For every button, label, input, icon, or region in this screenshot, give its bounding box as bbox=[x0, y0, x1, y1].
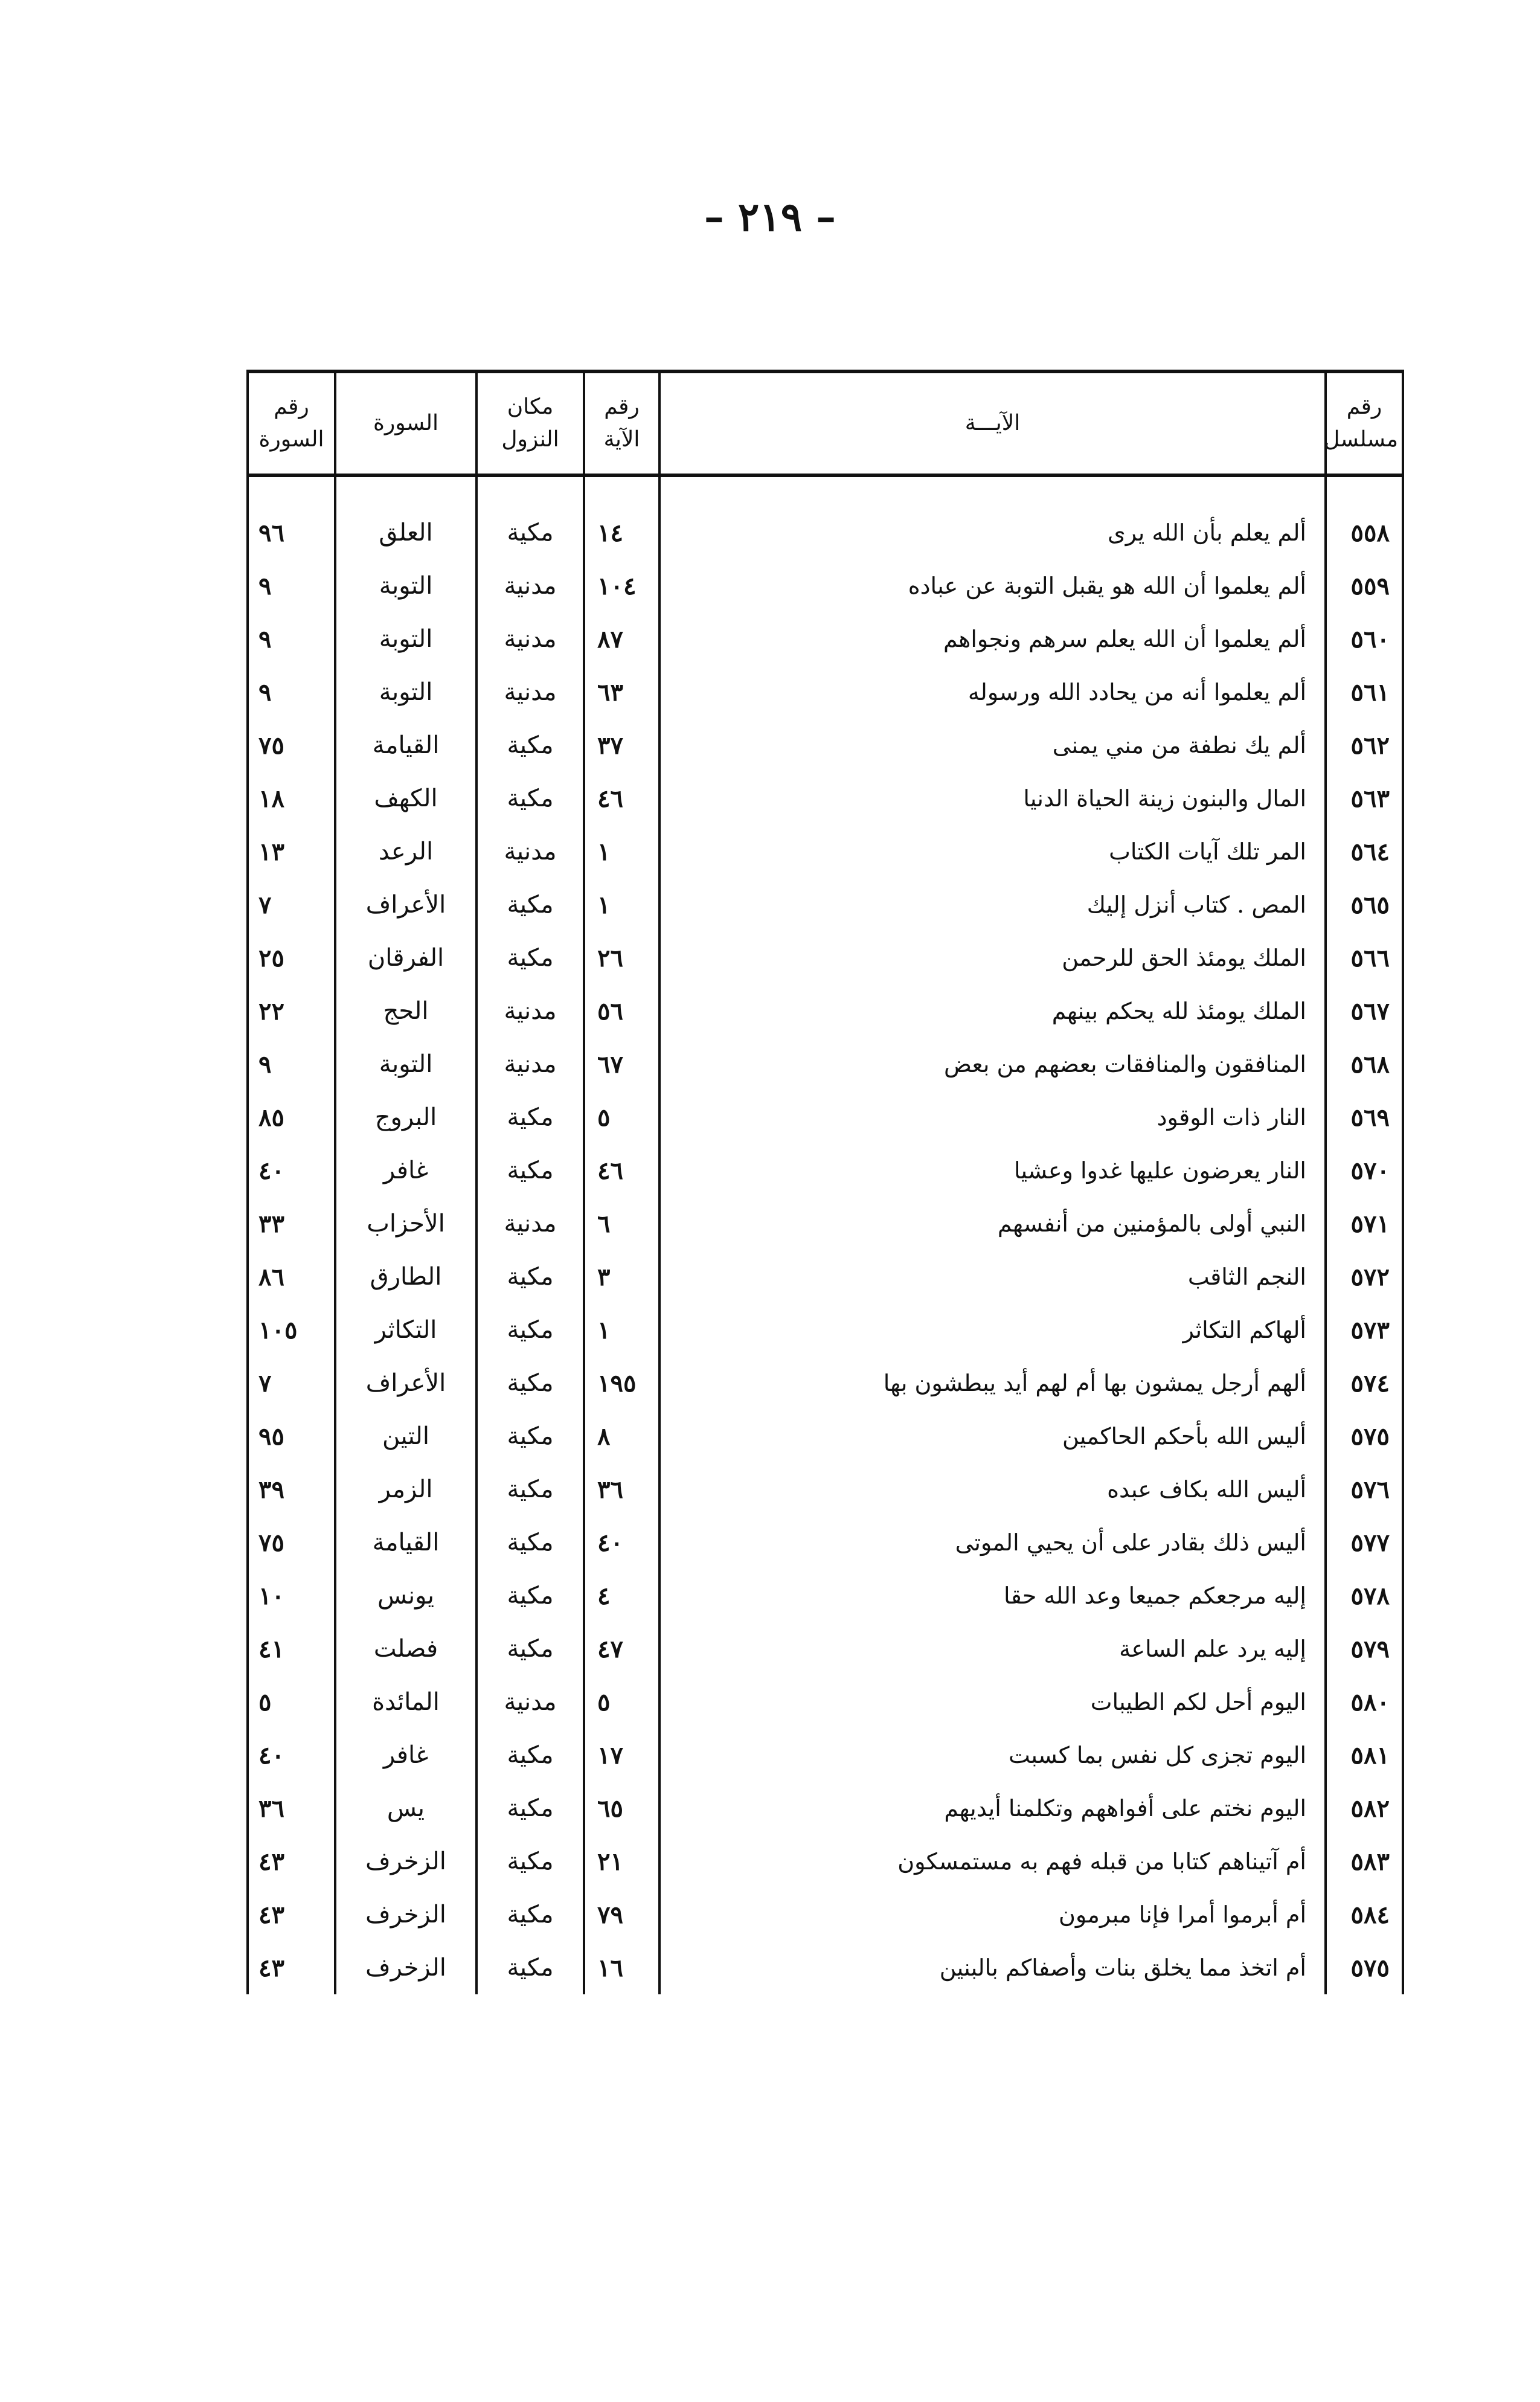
verse-number-cell: ١٠٤ bbox=[584, 559, 659, 612]
table-row bbox=[248, 1144, 1403, 1197]
verse-cell: النار ذات الوقود bbox=[659, 1091, 1326, 1144]
verse-cell: أم اتخذ مما يخلق بنات وأصفاكم بالبنين bbox=[659, 1941, 1326, 1994]
page-number: – ٢١٩ – bbox=[704, 193, 836, 240]
surah-number-cell: ٢٥ bbox=[248, 931, 335, 984]
surah-number-cell: ٧ bbox=[248, 878, 335, 931]
surah-number-cell: ٤١ bbox=[248, 1622, 335, 1675]
verse-number-cell: ١٩٥ bbox=[584, 1357, 659, 1410]
serial-cell: ٥٧٩ bbox=[1326, 1622, 1403, 1675]
table-row bbox=[248, 559, 1403, 612]
surah-cell: التوبة bbox=[335, 1038, 476, 1091]
surah-cell: يونس bbox=[335, 1569, 476, 1622]
verse-number-cell: ١٤ bbox=[584, 506, 659, 559]
verse-cell: المر تلك آيات الكتاب bbox=[659, 825, 1326, 878]
serial-cell: ٥٦٧ bbox=[1326, 984, 1403, 1038]
surah-cell: الرعد bbox=[335, 825, 476, 878]
verse-number-cell: ٢١ bbox=[584, 1835, 659, 1888]
serial-cell: ٥٦٥ bbox=[1326, 878, 1403, 931]
verse-number-cell: ٣ bbox=[584, 1250, 659, 1303]
place-cell: مكية bbox=[476, 1622, 584, 1675]
spacer-cell bbox=[584, 475, 659, 506]
verse-number-cell: ١ bbox=[584, 878, 659, 931]
table-row bbox=[248, 1250, 1403, 1303]
surah-cell: الأعراف bbox=[335, 878, 476, 931]
serial-cell: ٥٦١ bbox=[1326, 666, 1403, 719]
header-serial: رقم مسلسل bbox=[1326, 371, 1403, 475]
verse-number-cell: ٤٧ bbox=[584, 1622, 659, 1675]
surah-cell: التكاثر bbox=[335, 1303, 476, 1357]
surah-number-cell: ٧٥ bbox=[248, 1516, 335, 1569]
serial-cell: ٥٧٣ bbox=[1326, 1303, 1403, 1357]
surah-cell: التين bbox=[335, 1410, 476, 1463]
verse-cell: الملك يومئذ الحق للرحمن bbox=[659, 931, 1326, 984]
table-row bbox=[248, 1038, 1403, 1091]
verse-cell: المنافقون والمنافقات بعضهم من بعض bbox=[659, 1038, 1326, 1091]
verse-number-cell: ٤٦ bbox=[584, 772, 659, 825]
surah-number-cell: ٤٠ bbox=[248, 1144, 335, 1197]
surah-cell: الأحزاب bbox=[335, 1197, 476, 1250]
verse-cell: أليس الله بأحكم الحاكمين bbox=[659, 1410, 1326, 1463]
serial-cell: ٥٦٣ bbox=[1326, 772, 1403, 825]
header-verse: الآيـــة bbox=[659, 371, 1326, 475]
surah-number-cell: ٢٢ bbox=[248, 984, 335, 1038]
place-cell: مكية bbox=[476, 1410, 584, 1463]
place-cell: مدنية bbox=[476, 1675, 584, 1729]
surah-number-cell: ١٨ bbox=[248, 772, 335, 825]
place-cell: مكية bbox=[476, 1463, 584, 1516]
verse-cell: ألم يعلموا أن الله هو يقبل التوبة عن عباده bbox=[659, 559, 1326, 612]
place-cell: مكية bbox=[476, 1782, 584, 1835]
place-cell: مكية bbox=[476, 506, 584, 559]
surah-cell: الكهف bbox=[335, 772, 476, 825]
place-cell: مكية bbox=[476, 1144, 584, 1197]
table-row bbox=[248, 1622, 1403, 1675]
verse-cell: اليوم نختم على أفواههم وتكلمنا أيديهم bbox=[659, 1782, 1326, 1835]
verse-number-cell: ٥٦ bbox=[584, 984, 659, 1038]
table-row bbox=[248, 1675, 1403, 1729]
surah-number-cell: ٤٣ bbox=[248, 1888, 335, 1941]
table-row bbox=[248, 931, 1403, 984]
serial-cell: ٥٥٩ bbox=[1326, 559, 1403, 612]
place-cell: مكية bbox=[476, 1569, 584, 1622]
place-cell: مكية bbox=[476, 1729, 584, 1782]
surah-number-cell: ٩ bbox=[248, 1038, 335, 1091]
surah-cell: الزخرف bbox=[335, 1941, 476, 1994]
place-cell: مدنية bbox=[476, 666, 584, 719]
surah-number-cell: ٤٣ bbox=[248, 1941, 335, 1994]
spacer-cell bbox=[335, 475, 476, 506]
verse-number-cell: ٤ bbox=[584, 1569, 659, 1622]
serial-cell: ٥٨٠ bbox=[1326, 1675, 1403, 1729]
place-cell: مكية bbox=[476, 1250, 584, 1303]
table-row bbox=[248, 1410, 1403, 1463]
surah-cell: الطارق bbox=[335, 1250, 476, 1303]
verse-cell: النبي أولى بالمؤمنين من أنفسهم bbox=[659, 1197, 1326, 1250]
serial-cell: ٥٧٠ bbox=[1326, 1144, 1403, 1197]
surah-number-cell: ٩ bbox=[248, 559, 335, 612]
surah-number-cell: ٧٥ bbox=[248, 719, 335, 772]
verse-cell: إليه يرد علم الساعة bbox=[659, 1622, 1326, 1675]
verse-number-cell: ٦٥ bbox=[584, 1782, 659, 1835]
serial-cell: ٥٨٣ bbox=[1326, 1835, 1403, 1888]
table-row bbox=[248, 825, 1403, 878]
verse-cell: النجم الثاقب bbox=[659, 1250, 1326, 1303]
surah-cell: التوبة bbox=[335, 559, 476, 612]
verse-number-cell: ٦٧ bbox=[584, 1038, 659, 1091]
surah-number-cell: ٣٣ bbox=[248, 1197, 335, 1250]
verse-cell: اليوم أحل لكم الطيبات bbox=[659, 1675, 1326, 1729]
verse-number-cell: ٥ bbox=[584, 1091, 659, 1144]
verse-cell: إليه مرجعكم جميعا وعد الله حقا bbox=[659, 1569, 1326, 1622]
table-row bbox=[248, 1303, 1403, 1357]
verse-number-cell: ٣٦ bbox=[584, 1463, 659, 1516]
surah-number-cell: ٩ bbox=[248, 612, 335, 666]
table-row bbox=[248, 1835, 1403, 1888]
verse-cell: أم آتيناهم كتابا من قبله فهم به مستمسكون bbox=[659, 1835, 1326, 1888]
surah-cell: الأعراف bbox=[335, 1357, 476, 1410]
serial-cell: ٥٧٢ bbox=[1326, 1250, 1403, 1303]
surah-number-cell: ٧ bbox=[248, 1357, 335, 1410]
surah-number-cell: ٤٠ bbox=[248, 1729, 335, 1782]
table-row bbox=[248, 719, 1403, 772]
place-cell: مكية bbox=[476, 772, 584, 825]
verse-number-cell: ٣٧ bbox=[584, 719, 659, 772]
place-cell: مكية bbox=[476, 1516, 584, 1569]
verse-number-cell: ٢٦ bbox=[584, 931, 659, 984]
verse-cell: ألم يعلموا أن الله يعلم سرهم ونجواهم bbox=[659, 612, 1326, 666]
verse-number-cell: ٦٣ bbox=[584, 666, 659, 719]
surah-cell: غافر bbox=[335, 1144, 476, 1197]
table-row bbox=[248, 506, 1403, 559]
surah-number-cell: ٨٦ bbox=[248, 1250, 335, 1303]
header-place: مكان النزول bbox=[476, 371, 584, 475]
serial-cell: ٥٨١ bbox=[1326, 1729, 1403, 1782]
serial-cell: ٥٦٢ bbox=[1326, 719, 1403, 772]
header-surah-no: رقم السورة bbox=[248, 371, 335, 475]
verse-number-cell: ٦ bbox=[584, 1197, 659, 1250]
surah-cell: العلق bbox=[335, 506, 476, 559]
place-cell: مدنية bbox=[476, 559, 584, 612]
surah-cell: القيامة bbox=[335, 1516, 476, 1569]
spacer-cell bbox=[1326, 475, 1403, 506]
table-row bbox=[248, 878, 1403, 931]
serial-cell: ٥٧٥ bbox=[1326, 1941, 1403, 1994]
verse-cell: المال والبنون زينة الحياة الدنيا bbox=[659, 772, 1326, 825]
verse-number-cell: ٨٧ bbox=[584, 612, 659, 666]
serial-cell: ٥٧٤ bbox=[1326, 1357, 1403, 1410]
place-cell: مدنية bbox=[476, 612, 584, 666]
surah-number-cell: ١٣ bbox=[248, 825, 335, 878]
verse-number-cell: ١٧ bbox=[584, 1729, 659, 1782]
surah-cell: الزمر bbox=[335, 1463, 476, 1516]
surah-cell: التوبة bbox=[335, 666, 476, 719]
table-row bbox=[248, 1357, 1403, 1410]
surah-cell: يس bbox=[335, 1782, 476, 1835]
table-row bbox=[248, 1091, 1403, 1144]
spacer-cell bbox=[476, 475, 584, 506]
verse-number-cell: ١ bbox=[584, 1303, 659, 1357]
serial-cell: ٥٦٤ bbox=[1326, 825, 1403, 878]
verse-cell: أليس ذلك بقادر على أن يحيي الموتى bbox=[659, 1516, 1326, 1569]
surah-cell: التوبة bbox=[335, 612, 476, 666]
surah-cell: الزخرف bbox=[335, 1835, 476, 1888]
table-row bbox=[248, 666, 1403, 719]
verse-index-table bbox=[246, 370, 1404, 1994]
surah-number-cell: ٩ bbox=[248, 666, 335, 719]
table-row bbox=[248, 1197, 1403, 1250]
verse-cell: الملك يومئذ لله يحكم بينهم bbox=[659, 984, 1326, 1038]
serial-cell: ٥٧٥ bbox=[1326, 1410, 1403, 1463]
table-row bbox=[248, 1782, 1403, 1835]
table-row bbox=[248, 1888, 1403, 1941]
verse-number-cell: ١ bbox=[584, 825, 659, 878]
verse-cell: أليس الله بكاف عبده bbox=[659, 1463, 1326, 1516]
place-cell: مكية bbox=[476, 931, 584, 984]
table-row bbox=[248, 1729, 1403, 1782]
verse-cell: ألم يعلموا أنه من يحادد الله ورسوله bbox=[659, 666, 1326, 719]
verse-number-cell: ٨ bbox=[584, 1410, 659, 1463]
surah-number-cell: ١٠٥ bbox=[248, 1303, 335, 1357]
table-row bbox=[248, 772, 1403, 825]
verse-cell: ألهاكم التكاثر bbox=[659, 1303, 1326, 1357]
verse-number-cell: ٤٠ bbox=[584, 1516, 659, 1569]
verse-cell: ألم يك نطفة من مني يمنى bbox=[659, 719, 1326, 772]
surah-number-cell: ٩٥ bbox=[248, 1410, 335, 1463]
serial-cell: ٥٨٢ bbox=[1326, 1782, 1403, 1835]
surah-cell: القيامة bbox=[335, 719, 476, 772]
verse-number-cell: ٤٦ bbox=[584, 1144, 659, 1197]
table-row bbox=[248, 1569, 1403, 1622]
verse-number-cell: ٥ bbox=[584, 1675, 659, 1729]
surah-number-cell: ٣٩ bbox=[248, 1463, 335, 1516]
serial-cell: ٥٧١ bbox=[1326, 1197, 1403, 1250]
table-row bbox=[248, 1463, 1403, 1516]
serial-cell: ٥٧٧ bbox=[1326, 1516, 1403, 1569]
verse-number-cell: ٧٩ bbox=[584, 1888, 659, 1941]
place-cell: مدنية bbox=[476, 1038, 584, 1091]
table-header bbox=[248, 371, 1403, 475]
serial-cell: ٥٧٨ bbox=[1326, 1569, 1403, 1622]
surah-cell: الحج bbox=[335, 984, 476, 1038]
surah-cell: البروج bbox=[335, 1091, 476, 1144]
verse-cell: ألم يعلم بأن الله يرى bbox=[659, 506, 1326, 559]
header-verse-no: رقم الآية bbox=[584, 371, 659, 475]
surah-cell: الزخرف bbox=[335, 1888, 476, 1941]
verse-cell: النار يعرضون عليها غدوا وعشيا bbox=[659, 1144, 1326, 1197]
table-row bbox=[248, 984, 1403, 1038]
index-table-container bbox=[246, 370, 1402, 2028]
serial-cell: ٥٦٩ bbox=[1326, 1091, 1403, 1144]
place-cell: مكية bbox=[476, 1091, 584, 1144]
surah-number-cell: ٨٥ bbox=[248, 1091, 335, 1144]
serial-cell: ٥٥٨ bbox=[1326, 506, 1403, 559]
surah-number-cell: ٤٣ bbox=[248, 1835, 335, 1888]
spacer-cell bbox=[659, 475, 1326, 506]
place-cell: مدنية bbox=[476, 984, 584, 1038]
surah-cell: الفرقان bbox=[335, 931, 476, 984]
verse-cell: المص . كتاب أنزل إليك bbox=[659, 878, 1326, 931]
place-cell: مكية bbox=[476, 1357, 584, 1410]
surah-cell: غافر bbox=[335, 1729, 476, 1782]
verse-cell: ألهم أرجل يمشون بها أم لهم أيد يبطشون بها bbox=[659, 1357, 1326, 1410]
verse-cell: اليوم تجزى كل نفس بما كسبت bbox=[659, 1729, 1326, 1782]
place-cell: مدنية bbox=[476, 1197, 584, 1250]
spacer-cell bbox=[248, 475, 335, 506]
table-row bbox=[248, 1941, 1403, 1994]
verse-number-cell: ١٦ bbox=[584, 1941, 659, 1994]
surah-number-cell: ٩٦ bbox=[248, 506, 335, 559]
serial-cell: ٥٧٦ bbox=[1326, 1463, 1403, 1516]
surah-number-cell: ١٠ bbox=[248, 1569, 335, 1622]
place-cell: مكية bbox=[476, 1888, 584, 1941]
surah-number-cell: ٥ bbox=[248, 1675, 335, 1729]
surah-cell: فصلت bbox=[335, 1622, 476, 1675]
surah-number-cell: ٣٦ bbox=[248, 1782, 335, 1835]
surah-cell: المائدة bbox=[335, 1675, 476, 1729]
verse-cell: أم أبرموا أمرا فإنا مبرمون bbox=[659, 1888, 1326, 1941]
table-spacer-row bbox=[248, 475, 1403, 506]
serial-cell: ٥٨٤ bbox=[1326, 1888, 1403, 1941]
table-body bbox=[248, 475, 1403, 1994]
place-cell: مكية bbox=[476, 1303, 584, 1357]
place-cell: مكية bbox=[476, 1941, 584, 1994]
serial-cell: ٥٦٨ bbox=[1326, 1038, 1403, 1091]
place-cell: مدنية bbox=[476, 825, 584, 878]
place-cell: مكية bbox=[476, 1835, 584, 1888]
serial-cell: ٥٦٦ bbox=[1326, 931, 1403, 984]
place-cell: مكية bbox=[476, 878, 584, 931]
serial-cell: ٥٦٠ bbox=[1326, 612, 1403, 666]
table-row bbox=[248, 1516, 1403, 1569]
header-surah: السورة bbox=[335, 371, 476, 475]
place-cell: مكية bbox=[476, 719, 584, 772]
table-row bbox=[248, 612, 1403, 666]
